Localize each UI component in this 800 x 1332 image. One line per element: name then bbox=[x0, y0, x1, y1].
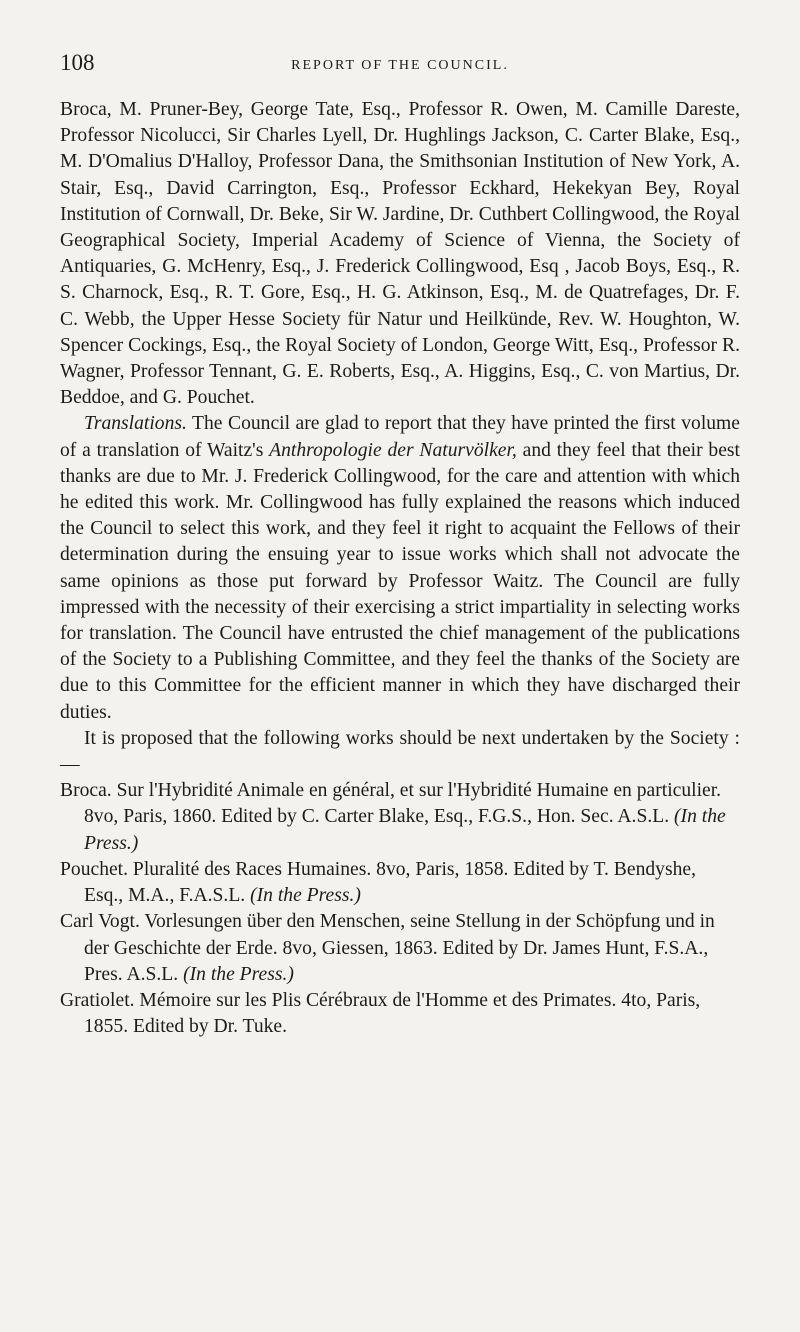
book-title: Anthropologie der Naturvölker, bbox=[269, 439, 517, 461]
translations-text-2: and they feel that their best thanks are due to Mr. J. Frederick Collingwood, for the care and attention with which he edited this work. Mr. Collingwood has fully explained the reasons which induced the Council to select this work, and they feel it right to acquaint the Fellows of their determination during the ensuing year to issue works which shall not advocate the same opinions as those put forward by Professor Waitz. The Council are fully impressed with the necessity of their exercising a strict impartiality in selecting works for translation. The Council have entrusted the chief management of the publications of the Society to a Publishing Committee, and they feel the thanks of the Society are due to this Committee for the efficient manner in which they have discharged their duties. bbox=[60, 439, 740, 723]
work-entry-broca bbox=[60, 778, 740, 857]
page-header bbox=[60, 50, 740, 80]
work-entry-status: (In the Press.) bbox=[250, 885, 361, 907]
work-entry-status: (In the Press.) bbox=[84, 806, 726, 854]
translations-paragraph bbox=[60, 411, 740, 725]
proposal-paragraph: It is proposed that the following works should be next undertaken by the Society :— bbox=[60, 727, 740, 776]
work-entry-pouchet bbox=[60, 857, 740, 909]
work-entry-gratiolet bbox=[60, 988, 740, 1040]
work-entry-vogt bbox=[60, 909, 740, 988]
work-entry-text: Gratiolet. Mémoire sur les Plis Cérébraux de l'Homme et des Primates. 4to, Paris, 1855. Edited by Dr. Tuke. bbox=[60, 989, 701, 1038]
work-entry-text: Carl Vogt. Vorlesungen über den Menschen, seine Stellung in der Schöpfung und in der Geschichte der Erde. 8vo, Giessen, 1863. Edited by Dr. James Hunt, F.S.A., Pres. A.S.L. bbox=[60, 911, 715, 985]
page-number: 108 bbox=[60, 50, 95, 75]
body-text bbox=[60, 97, 740, 1040]
work-entry-text: Pouchet. Pluralité des Races Humaines. 8vo, Paris, 1858. Edited by T. Bendyshe, Esq., M.A., F.A.S.L. bbox=[60, 858, 696, 907]
translations-text-1: The Council are glad to report that they have printed the first volume of a translation of Waitz's bbox=[60, 413, 740, 461]
work-entry-status: (In the Press.) bbox=[183, 963, 294, 985]
donors-paragraph: Broca, M. Pruner-Bey, George Tate, Esq., Professor R. Owen, M. Camille Dareste, Professor Nicolucci, Sir Charles Lyell, Dr. Hughlings Jackson, C. Carter Blake, Esq., M. D'Omalius D'Halloy, Professor Dana, the Smithsonian Institution of New York, A. Stair, Esq., David Carrington, Esq., Professor Eckhard, Hekekyan Bey, Royal Institution of Cornwall, Dr. Beke, Sir W. Jardine, Dr. Cuthbert Collingwood, the Royal Geographical Society, Imperial Academy of Science of Vienna, the Society of Antiquaries, G. McHenry, Esq., J. Frederick Collingwood, Esq , Jacob Boys, Esq., R. S. Charnock, Esq., R. T. Gore, Esq., H. G. Atkinson, Esq., M. de Quatrefages, Dr. F. C. Webb, the Upper Hesse Society für Natur und Heilkünde, Rev. W. Houghton, W. Spencer Cockings, Esq., the Royal Society of London, George Witt, Esq., Professor R. Wagner, Professor Tennant, G. E. Roberts, Esq., A. Higgins, Esq., C. von Martius, Dr. Beddoe, and G. Pouchet. bbox=[60, 99, 740, 409]
work-entry-text: Broca. Sur l'Hybridité Animale en général, et sur l'Hybridité Humaine en particulier. 8vo, Paris, 1860. Edited by C. Carter Blake, Esq., F.G.S., Hon. Sec. A.S.L. bbox=[60, 780, 722, 828]
running-head: REPORT OF THE COUNCIL. bbox=[291, 58, 509, 73]
translations-heading: Translations. bbox=[84, 413, 187, 435]
